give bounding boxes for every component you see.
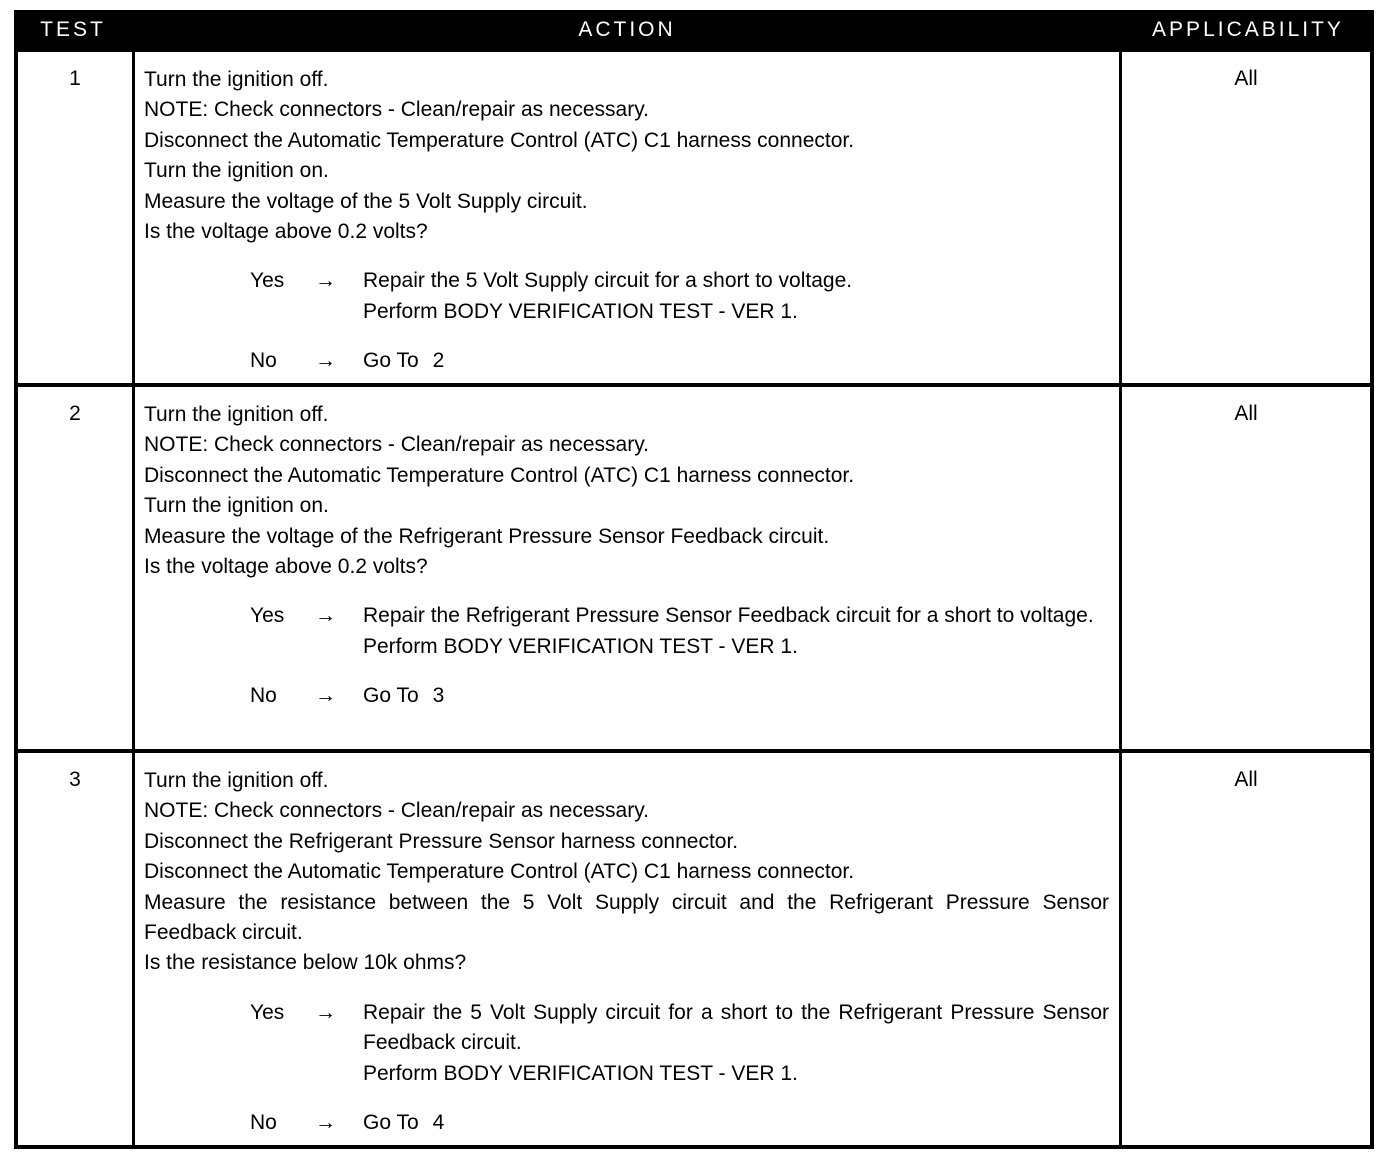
go-to-text: Go To: [363, 684, 419, 708]
action-step: Turn the ignition on.: [144, 494, 329, 518]
applicability-cell: [1122, 387, 1370, 749]
action-step: Measure the resistance between the 5 Volt Supply circuit and the Refrigerant Pressure Sensor Feedback circuit.: [144, 890, 1109, 945]
action-step: Turn the ignition off.: [144, 769, 329, 792]
yes-label: Yes: [250, 1000, 285, 1024]
right-arrow-icon: →: [315, 604, 336, 628]
action-step: Disconnect the Automatic Temperature Control (ATC) C1 harness connector.: [144, 860, 855, 884]
action-cell: [135, 387, 1119, 749]
yes-branch: [250, 266, 1109, 327]
applicability-value: All: [1234, 768, 1258, 791]
go-to-text: Go To: [363, 349, 419, 373]
action-step: Measure the voltage of the Refrigerant Pressure Sensor Feedback circuit.: [144, 524, 830, 548]
go-to-target: 2: [432, 349, 445, 373]
yes-verification: Perform BODY VERIFICATION TEST - VER 1.: [363, 1061, 798, 1085]
test-number: 1: [69, 67, 81, 90]
action-note: NOTE: Check connectors - Clean/repair as necessary.: [144, 98, 649, 122]
action-step: Disconnect the Automatic Temperature Control (ATC) C1 harness connector.: [144, 463, 855, 487]
yes-branch: [250, 601, 1109, 662]
header-applicability: APPLICABILITY: [1152, 18, 1344, 41]
action-step: Turn the ignition off.: [144, 403, 329, 426]
right-arrow-icon: →: [315, 1111, 336, 1135]
no-branch: [250, 1108, 1109, 1138]
action-question: Is the voltage above 0.2 volts?: [144, 220, 428, 244]
no-label: No: [250, 349, 277, 373]
go-to-target: 4: [432, 1111, 445, 1135]
test-number: 3: [69, 768, 81, 791]
action-cell: [135, 52, 1119, 383]
go-to-text: Go To: [363, 1111, 419, 1135]
test-number-cell: [18, 52, 132, 383]
yes-action: Repair the 5 Volt Supply circuit for a short to the Refrigerant Pressure Sensor Feedback circuit.: [363, 1000, 1109, 1055]
header-test: TEST: [40, 18, 106, 41]
action-question: Is the resistance below 10k ohms?: [144, 951, 467, 975]
go-to-target: 3: [432, 684, 445, 708]
right-arrow-icon: →: [315, 684, 336, 708]
no-label: No: [250, 684, 277, 708]
test-number-cell: [18, 387, 132, 749]
yes-verification: Perform BODY VERIFICATION TEST - VER 1.: [363, 299, 798, 323]
applicability-value: All: [1234, 402, 1258, 425]
diagnostic-test-table: [14, 10, 1374, 1149]
test-number-cell: [18, 753, 132, 1145]
applicability-value: All: [1234, 67, 1258, 90]
action-step: Disconnect the Refrigerant Pressure Sensor harness connector.: [144, 829, 739, 853]
action-cell: [135, 753, 1119, 1145]
no-branch: [250, 681, 1109, 711]
no-label: No: [250, 1111, 277, 1135]
yes-label: Yes: [250, 269, 285, 293]
applicability-cell: [1122, 753, 1370, 1145]
right-arrow-icon: →: [315, 1000, 336, 1024]
right-arrow-icon: →: [315, 269, 336, 293]
right-arrow-icon: →: [315, 349, 336, 373]
action-step: Turn the ignition on.: [144, 159, 329, 183]
action-step: Turn the ignition off.: [144, 68, 329, 91]
yes-branch: [250, 998, 1109, 1089]
yes-action: Repair the 5 Volt Supply circuit for a short to voltage.: [363, 269, 853, 293]
applicability-cell: [1122, 52, 1370, 383]
action-step: Measure the voltage of the 5 Volt Supply circuit.: [144, 189, 588, 213]
action-note: NOTE: Check connectors - Clean/repair as necessary.: [144, 433, 649, 457]
no-branch: [250, 346, 1109, 376]
yes-verification: Perform BODY VERIFICATION TEST - VER 1.: [363, 634, 798, 658]
header-action: ACTION: [578, 18, 676, 41]
action-question: Is the voltage above 0.2 volts?: [144, 555, 428, 579]
action-note: NOTE: Check connectors - Clean/repair as necessary.: [144, 799, 649, 823]
test-number: 2: [69, 402, 81, 425]
action-step: Disconnect the Automatic Temperature Control (ATC) C1 harness connector.: [144, 128, 855, 152]
yes-label: Yes: [250, 604, 285, 628]
yes-action: Repair the Refrigerant Pressure Sensor Feedback circuit for a short to voltage.: [363, 604, 1094, 628]
